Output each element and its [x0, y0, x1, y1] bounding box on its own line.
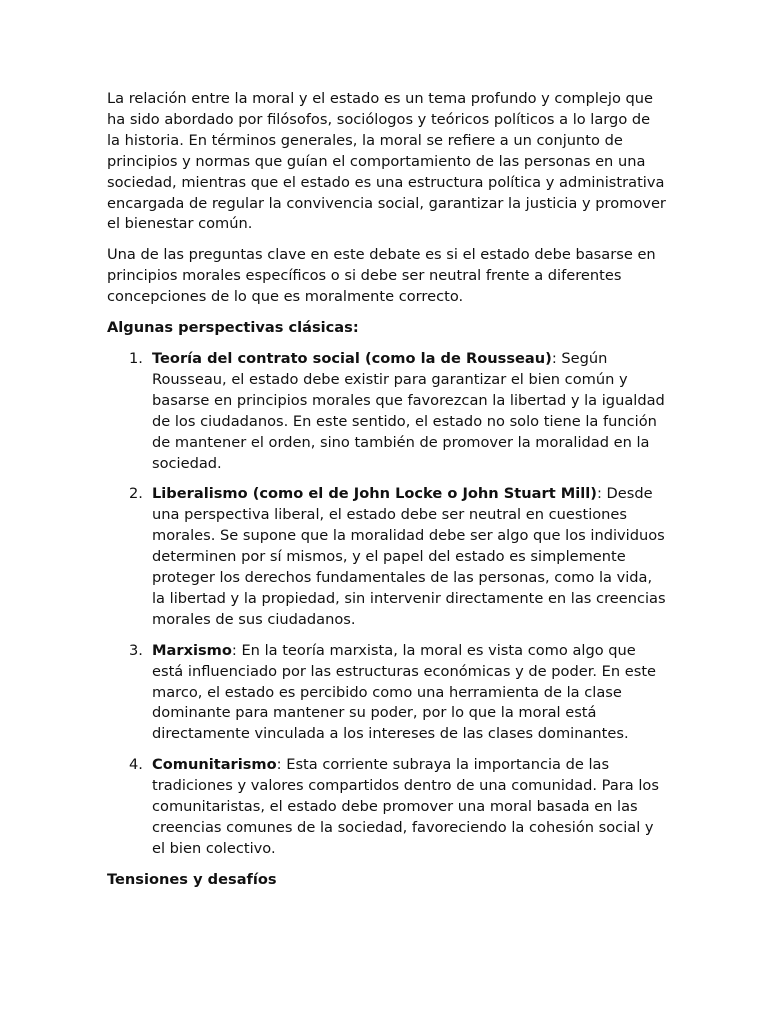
question-paragraph: Una de las preguntas clave en este debate es si el estado debe basarse en principios morales específicos o si debe ser neutral frente a diferentes concepciones de lo que es moralmente correcto. — [107, 246, 656, 306]
document-page — [107, 89, 667, 901]
section-heading-tensiones: Tensiones y desafíos — [107, 870, 277, 888]
list-item — [107, 641, 667, 746]
list-item-number: 4. — [129, 756, 143, 774]
list-item-term: Liberalismo (como el de John Locke o John Stuart Mill) — [152, 485, 597, 503]
list-item — [107, 349, 667, 474]
list-item-term: Comunitarismo — [152, 756, 277, 774]
list-item-number: 1. — [129, 349, 143, 367]
list-item-number: 3. — [129, 641, 143, 659]
perspectives-list — [107, 349, 667, 860]
list-item-text: : Esta corriente subraya la importancia de las tradiciones y valores compartidos dentro de una comunidad. Para los comunitaristas, el estado debe promover una moral basada en las creencias comunes de la sociedad, favoreciendo la cohesión social y el bien colectivo. — [152, 756, 659, 857]
intro-paragraph: La relación entre la moral y el estado es un tema profundo y complejo que ha sido abordado por filósofos, sociólogos y teóricos políticos a lo largo de la historia. En términos generales, la moral se refiere a un conjunto de principios y normas que guían el comportamiento de las personas en una sociedad, mientras que el estado es una estructura política y administrativa encargada de regular la convivencia social, garantizar la justicia y promover el bienestar común. — [107, 90, 666, 233]
section-heading-perspectivas: Algunas perspectivas clásicas: — [107, 319, 359, 337]
list-item-text: : Desde una perspectiva liberal, el estado debe ser neutral en cuestiones morales. Se supone que la moralidad debe ser algo que los individuos determinen por sí mismos, y el papel del estado es simplemente proteger los derechos fundamentales de las personas, como la vida, la libertad y la propiedad, sin intervenir directamente en las creencias morales de sus ciudadanos. — [152, 485, 666, 628]
list-item-term: Teoría del contrato social (como la de Rousseau) — [152, 349, 552, 367]
list-item-text: : En la teoría marxista, la moral es vista como algo que está influenciado por las estructuras económicas y de poder. En este marco, el estado es percibido como una herramienta de la clase dominante para mantener su poder, por lo que la moral está directamente vinculada a los intereses de las clases dominantes. — [152, 641, 657, 743]
list-item-term: Marxismo — [152, 641, 232, 659]
list-item-number: 2. — [129, 485, 143, 503]
list-item — [107, 484, 667, 630]
list-item — [107, 755, 667, 860]
list-item-text: : Según Rousseau, el estado debe existir para garantizar el bien común y basarse en principios morales que favorezcan la libertad y la igualdad de los ciudadanos. En este sentido, el estado no solo tiene la función de mantener el orden, sino también de promover la moralidad en la sociedad. — [152, 349, 665, 472]
